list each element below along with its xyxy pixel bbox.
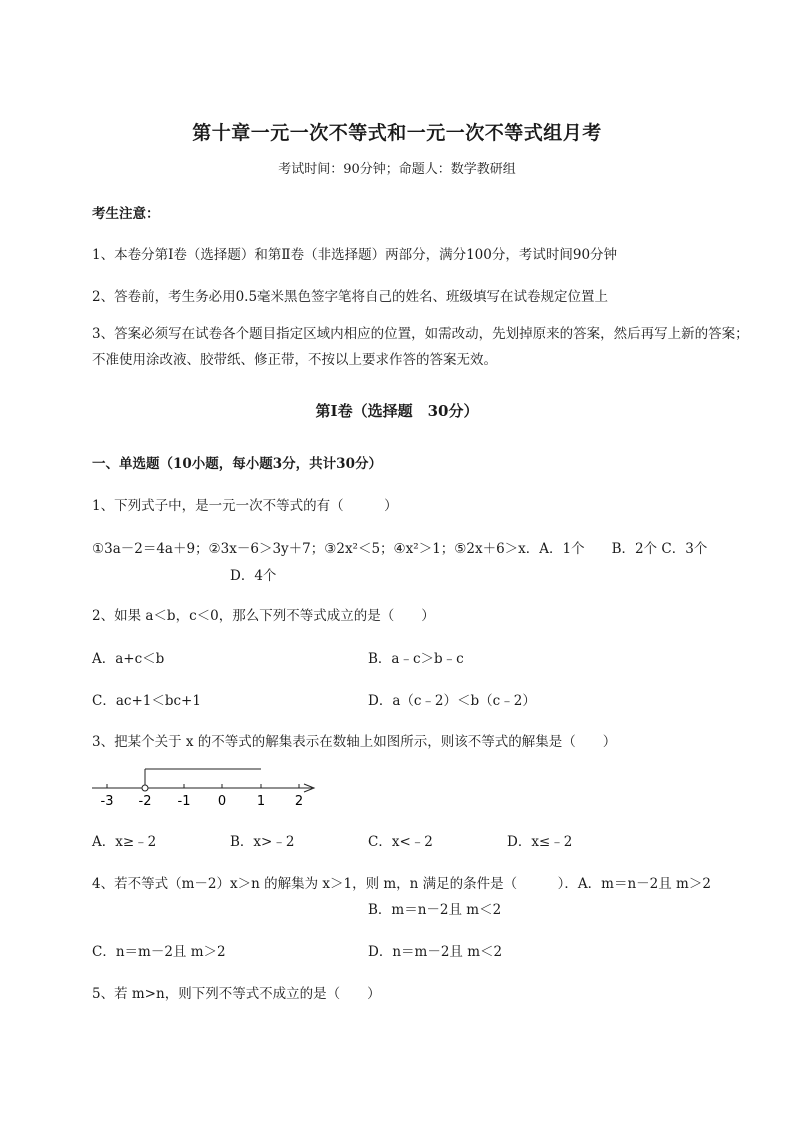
q1-option-d: D．4个: [230, 568, 277, 584]
q1-options-line: ①3a－2＝4a＋9；②3x－6＞3y＋7；③2x²＜5；④x²＞1；⑤2x＋6＞x．A．1个 B．2个 C．3个: [92, 541, 708, 557]
q2-stem: 2、如果 a＜b，c＜0，那么下列不等式成立的是（ ）: [92, 608, 435, 624]
q1-stem: 1、下列式子中，是一元一次不等式的有（ ）: [92, 498, 398, 514]
q3-option-a: A．x≥﹣2: [92, 834, 157, 850]
part1-heading: 第I卷（选择题 30分）: [315, 402, 479, 420]
open-circle-point: [142, 785, 148, 791]
q3-option-c: C．x<﹣2: [368, 834, 433, 850]
q3-option-d: D．x≤﹣2: [507, 834, 573, 850]
q4-option-b: B．m＝n－2且 m＜2: [368, 902, 502, 918]
tick-marks: [107, 784, 299, 788]
q2-option-a: A．a+c＜b: [92, 651, 165, 667]
q4-option-d: D．n＝m－2且 m＜2: [368, 944, 503, 960]
q2-option-b: B．a﹣c＞b﹣c: [368, 651, 464, 667]
q5-stem: 5、若 m>n，则下列不等式不成立的是（ ）: [92, 986, 381, 1002]
tick-label: 0: [217, 794, 227, 809]
notice-item-1: 1、本卷分第I卷（选择题）和第Ⅱ卷（非选择题）两部分，满分100分，考试时间90分钟: [92, 247, 618, 263]
tick-label: -3: [100, 794, 114, 809]
number-line-figure: [90, 760, 330, 810]
exam-title: 第十章一元一次不等式和一元一次不等式组月考: [192, 122, 602, 144]
tick-label: 2: [294, 794, 304, 809]
q3-option-b: B．x>﹣2: [230, 834, 295, 850]
exam-subtitle: 考试时间：90分钟；命题人：数学教研组: [278, 162, 516, 177]
tick-label: -2: [138, 794, 152, 809]
q3-stem: 3、把某个关于 x 的不等式的解集表示在数轴上如图所示，则该不等式的解集是（ ）: [92, 734, 617, 750]
q4-option-c: C．n＝m－2且 m＞2: [92, 944, 226, 960]
q2-option-c: C．ac+1＜bc+1: [92, 693, 201, 709]
tick-label: -1: [177, 794, 191, 809]
q2-option-d: D．a（c﹣2）＜b（c﹣2）: [368, 693, 536, 709]
notice-item-3: 3、答案必须写在试卷各个题目指定区域内相应的位置，如需改动，先划掉原来的答案，然后再写上新的答案；不准使用涂改液、胶带纸、修正带，不按以上要求作答的答案无效。: [92, 326, 749, 368]
notice-heading: 考生注意：: [92, 206, 160, 222]
section-heading: 一、单选题（10小题，每小题3分，共计30分）: [92, 456, 382, 472]
tick-label: 1: [256, 794, 266, 809]
notice-item-2: 2、答卷前，考生务必用0.5毫米黑色签字笔将自己的姓名、班级填写在试卷规定位置上: [92, 289, 609, 305]
q4-stem: 4、若不等式（m－2）x＞n 的解集为 x＞1，则 m，n 满足的条件是（ ）．A．m＝n－2且 m＞2: [92, 876, 711, 892]
number-line-svg: [90, 760, 330, 810]
